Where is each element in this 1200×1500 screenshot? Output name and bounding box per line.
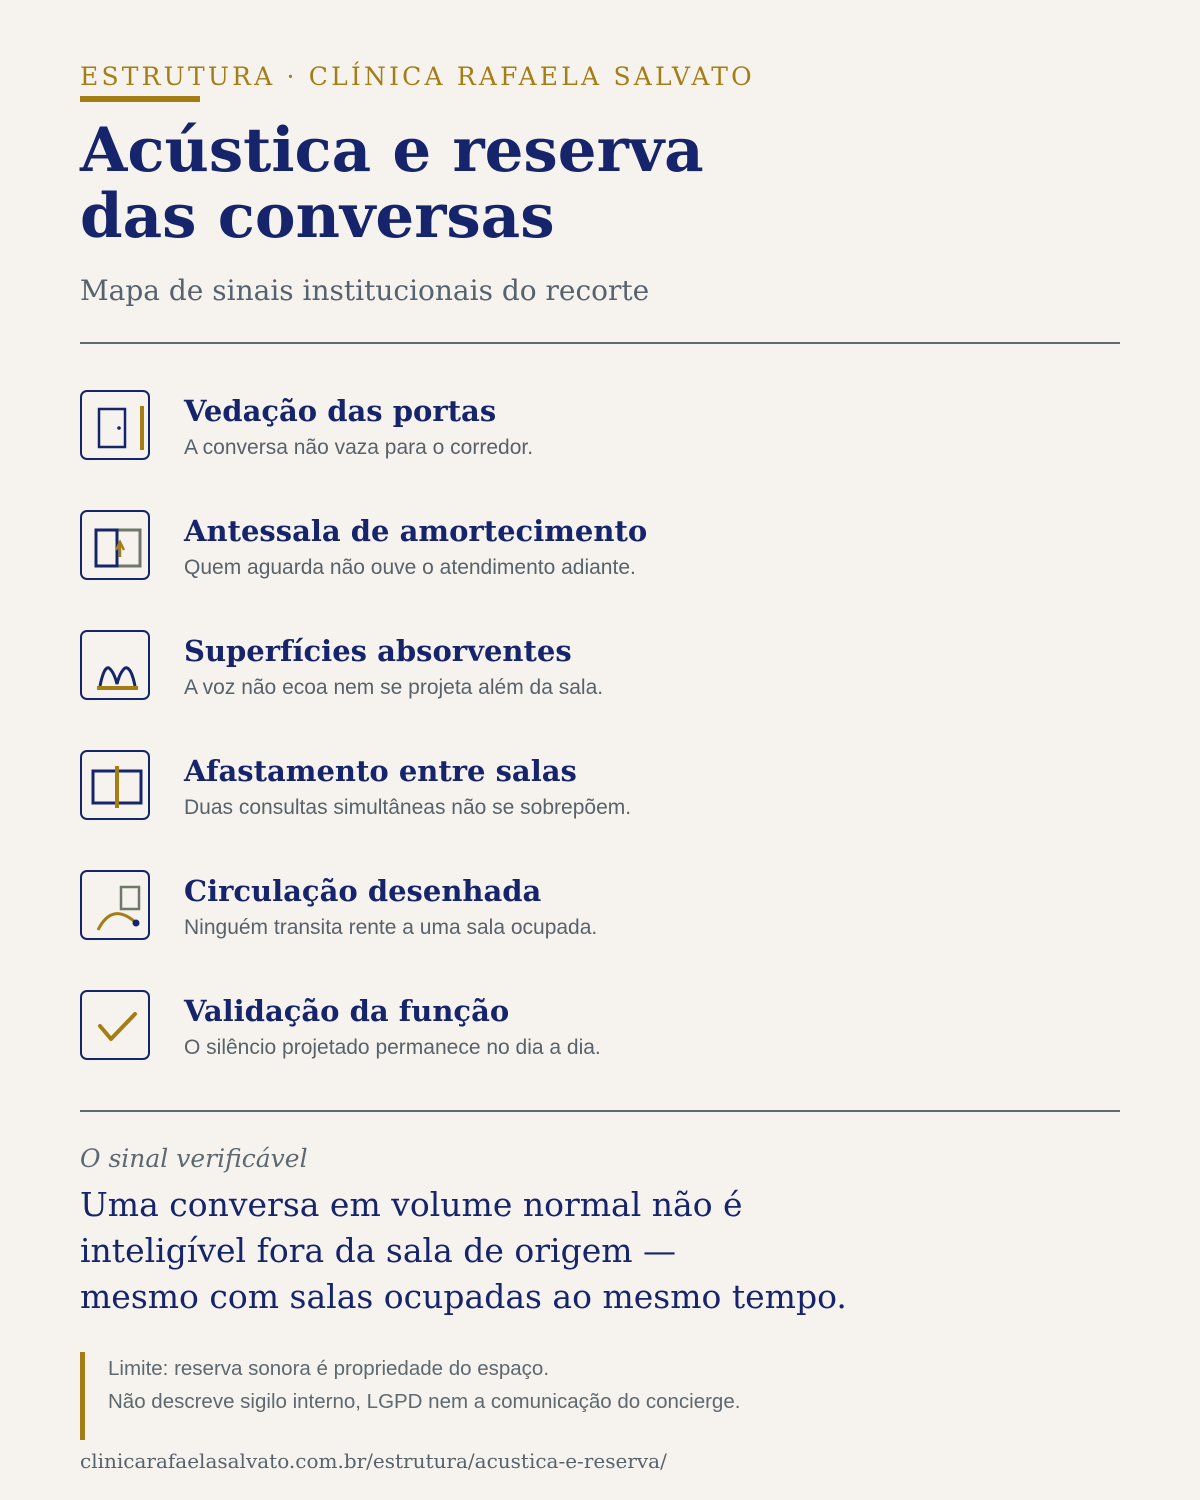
item-description: A conversa não vaza para o corredor. [184, 436, 534, 459]
item-description: Ninguém transita rente a uma sala ocupada. [184, 916, 598, 939]
item-title: Superfícies absorventes [184, 634, 572, 668]
kicker-accent-rule [80, 96, 200, 102]
item-description: Quem aguarda não ouve o atendimento adiante. [184, 556, 636, 579]
item-description: O silêncio projetado permanece no dia a dia. [184, 1036, 601, 1059]
footer-url: clinicarafaelasalvato.com.br/estrutura/acustica-e-reserva/ [80, 1449, 667, 1473]
page-title-line-2: das conversas [80, 181, 555, 252]
circulation-path-icon [80, 870, 150, 940]
divider-top [80, 342, 1120, 344]
limit-note-line-2: Não descreve sigilo interno, LGPD nem a comunicação do concierge. [108, 1390, 741, 1413]
list-item-circulation [80, 870, 1120, 946]
divider-bottom [80, 1110, 1120, 1112]
item-title: Afastamento entre salas [184, 754, 577, 788]
absorbent-surface-icon [80, 630, 150, 700]
page-title [80, 115, 704, 252]
signal-label: O sinal verificável [80, 1144, 308, 1173]
list-item-door-seal [80, 390, 1120, 466]
list-item-room-separation [80, 750, 1120, 826]
item-description: A voz não ecoa nem se projeta além da sala. [184, 676, 604, 699]
anteroom-icon [80, 510, 150, 580]
room-separation-icon [80, 750, 150, 820]
page-subtitle: Mapa de sinais institucionais do recorte [80, 274, 650, 307]
checkmark-icon [80, 990, 150, 1060]
list-item-anteroom [80, 510, 1120, 586]
limit-note-line-1: Limite: reserva sonora é propriedade do espaço. [108, 1357, 550, 1380]
signal-statement-line-2: inteligível fora da sala de origem — [80, 1231, 677, 1270]
signal-statement [80, 1182, 847, 1320]
item-description: Duas consultas simultâneas não se sobrepõem. [184, 796, 632, 819]
signal-statement-line-1: Uma conversa em volume normal não é [80, 1185, 743, 1224]
page-title-line-1: Acústica e reserva [80, 115, 704, 186]
list-item-validation [80, 990, 1120, 1066]
signal-statement-line-3: mesmo com salas ocupadas ao mesmo tempo. [80, 1277, 847, 1316]
item-title: Circulação desenhada [184, 874, 542, 908]
item-title: Vedação das portas [184, 394, 497, 428]
limit-note [80, 1352, 740, 1440]
item-title: Validação da função [184, 994, 510, 1028]
section-kicker: ESTRUTURA · CLÍNICA RAFAELA SALVATO [80, 62, 755, 91]
list-item-absorbent-surfaces [80, 630, 1120, 706]
door-seal-icon [80, 390, 150, 460]
item-title: Antessala de amortecimento [184, 514, 648, 548]
